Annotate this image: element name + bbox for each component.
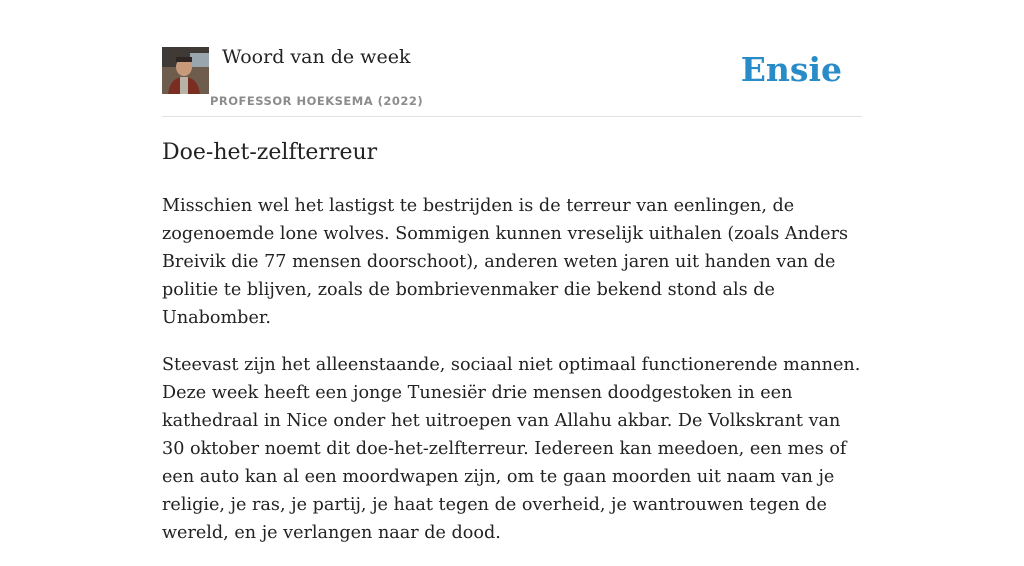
article-header bbox=[162, 46, 862, 117]
paragraph: Misschien wel het lastigst te bestrijden is de terreur van eenlingen, de zogenoemde lone wolves. Sommigen kunnen vreselijk uithalen (zoals Anders Breivik die 77 mensen doorschoot), anderen weten jaren uit handen van de politie te blijven, zoals de bombrievenmaker die bekend stond als de Unabomber. bbox=[162, 196, 849, 328]
article-title: Doe-het-zelfterreur bbox=[162, 140, 378, 165]
brand-logo[interactable]: Ensie bbox=[740, 50, 842, 89]
article-body bbox=[162, 192, 864, 566]
author-avatar[interactable] bbox=[162, 47, 209, 94]
author-photo-icon bbox=[162, 47, 209, 94]
paragraph: Steevast zijn het alleenstaande, sociaal niet optimaal functionerende mannen. Deze week heeft een jonge Tunesiër drie mensen doodgestoken in een kathedraal in Nice onder het uitroepen van Allahu akbar. De Volkskrant van 30 oktober noemt dit doe-het-zelfterreur. Iedereen kan meedoen, een mes of een auto kan al een moordwapen zijn, om te gaan moorden uit naam van je religie, je ras, je partij, je haat tegen de overheid, je wantrouwen tegen de wereld, en je verlangen naar de dood. bbox=[162, 355, 861, 543]
author-byline: PROFESSOR HOEKSEMA (2022) bbox=[210, 94, 424, 108]
series-title-link[interactable]: Woord van de week bbox=[222, 46, 411, 68]
